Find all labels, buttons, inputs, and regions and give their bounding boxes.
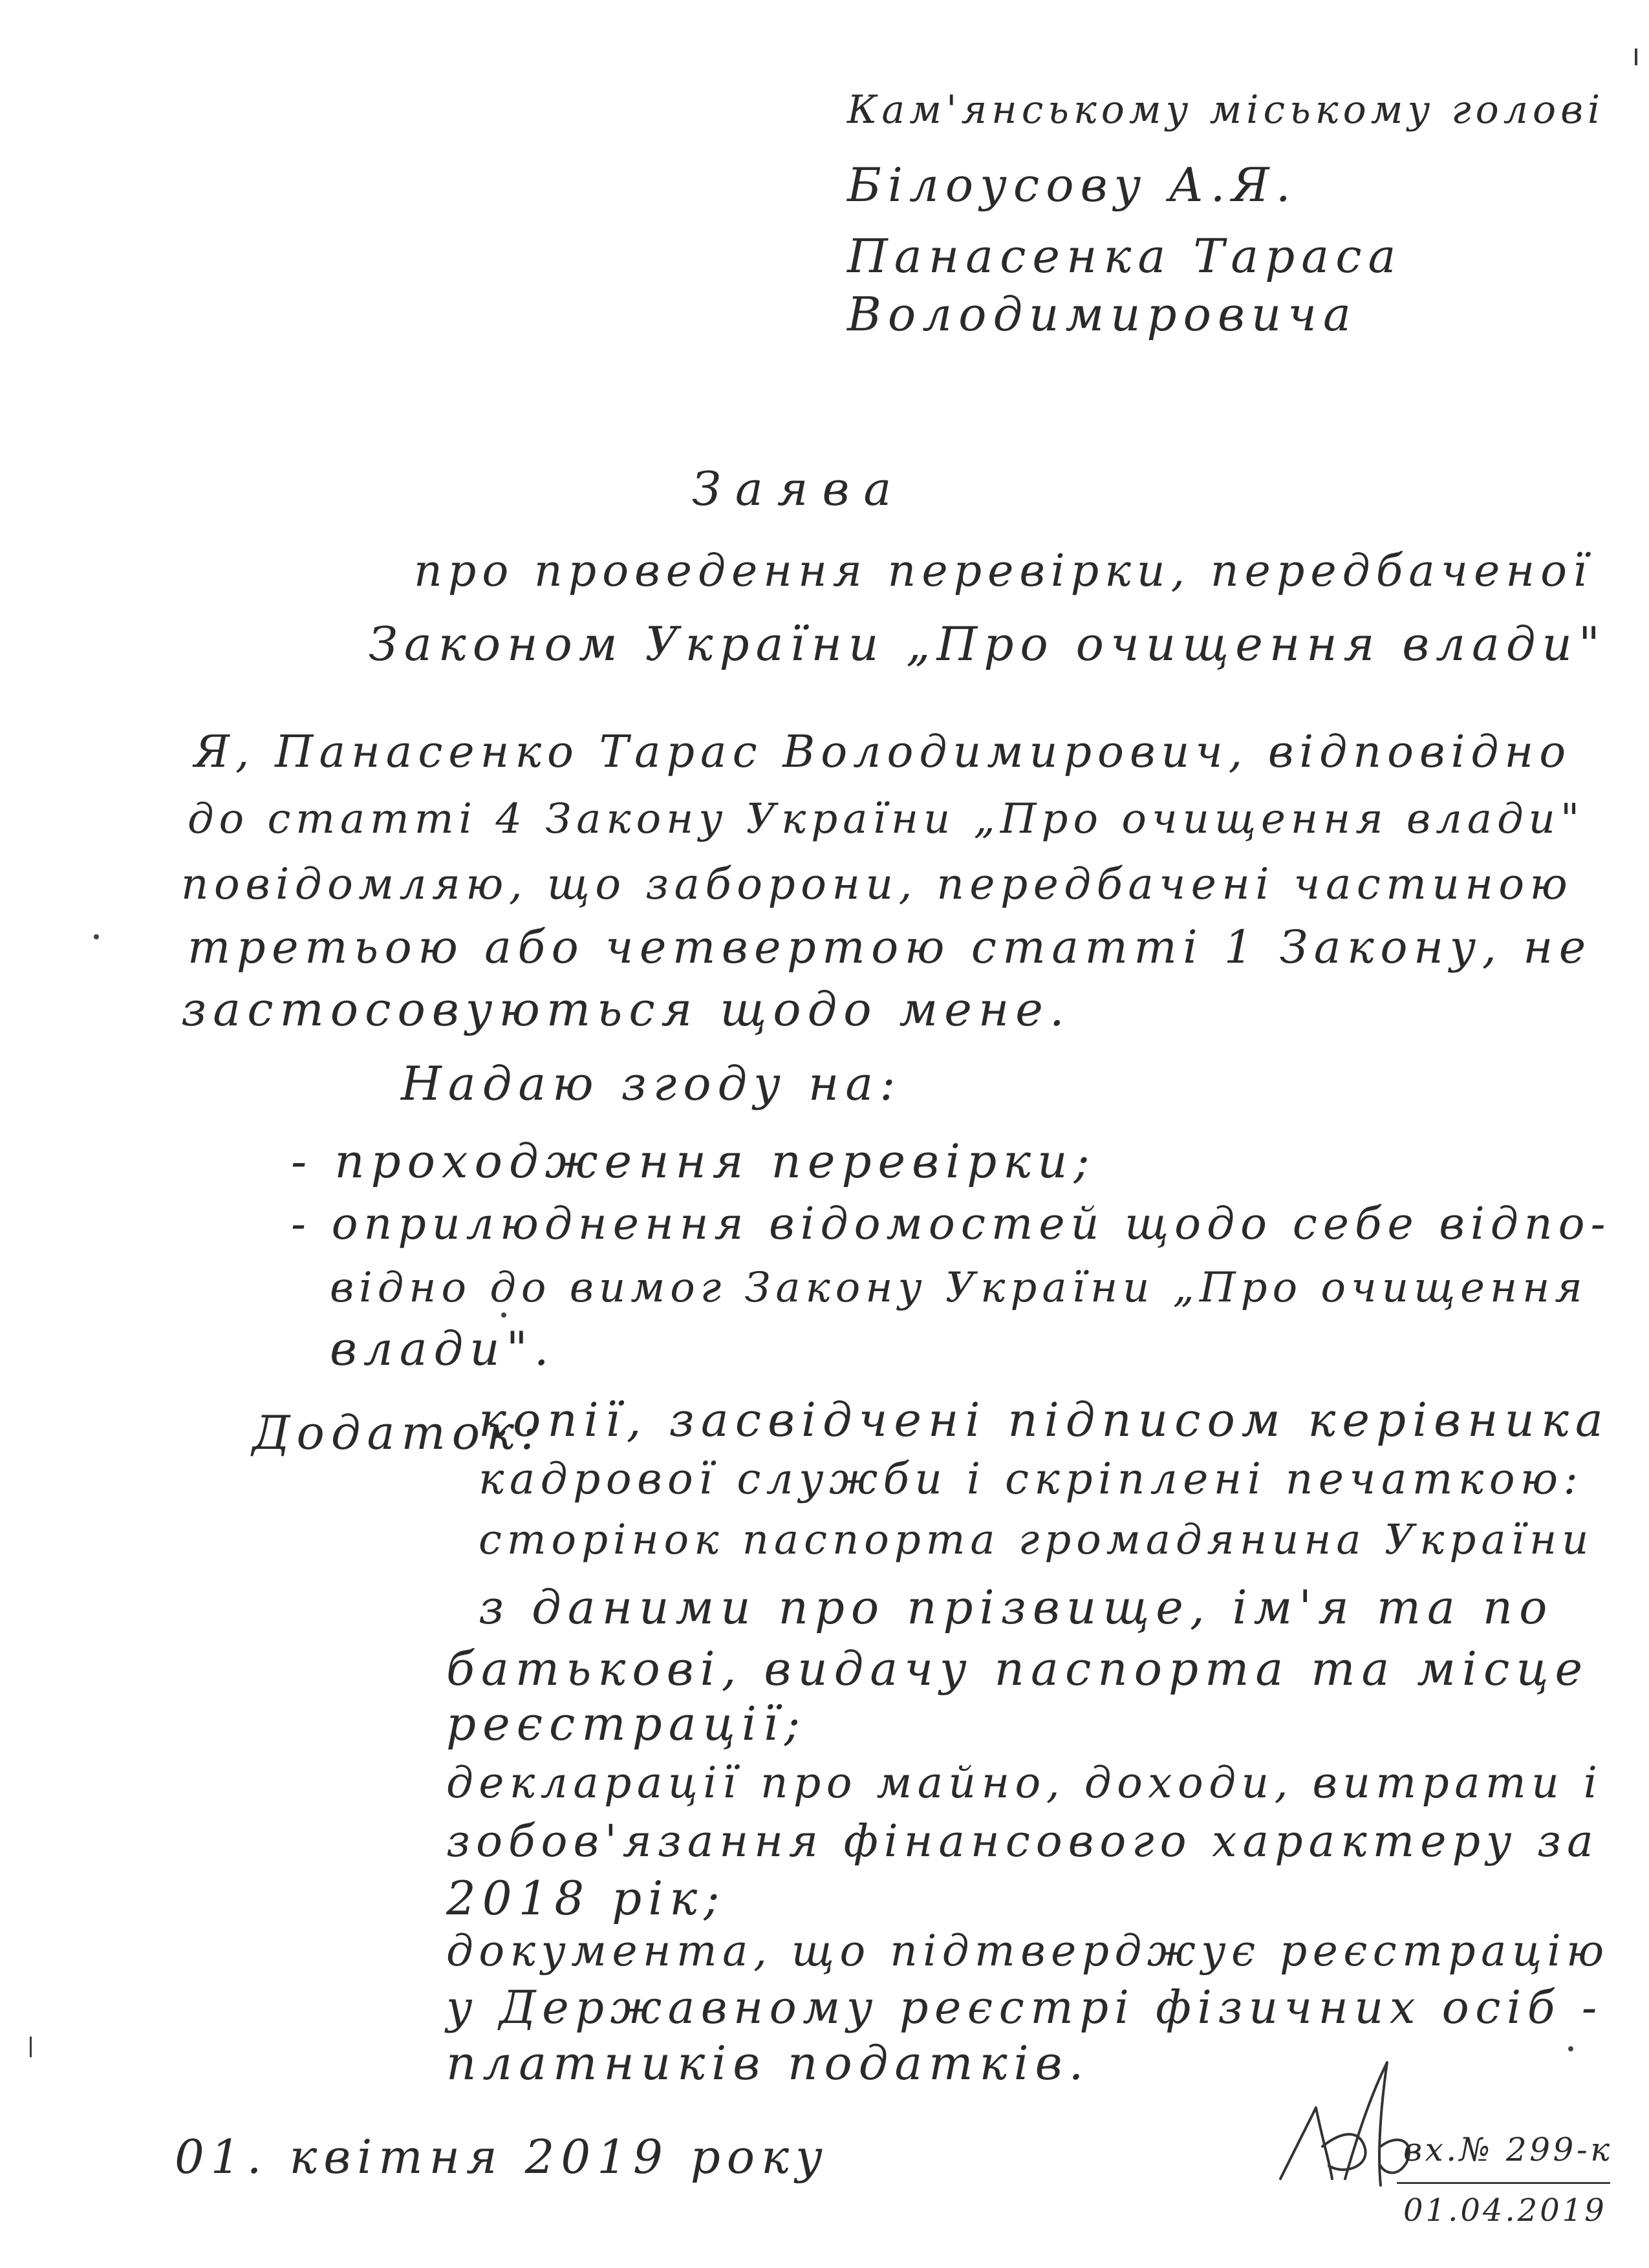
- consent-item: влади".: [330, 1321, 555, 1376]
- attachment-label: Додаток:: [252, 1406, 543, 1460]
- attachment-line: зобов'язання фінансового характеру за: [446, 1816, 1599, 1867]
- attachment-line: у Державному реєстрі фізичних осіб -: [446, 1981, 1603, 2034]
- statement-line: третьою або четвертою статті 1 Закону, не: [188, 921, 1592, 974]
- scan-dust-dot: [501, 1312, 506, 1318]
- attachment-line: документа, що підтверджує реєстрацію: [446, 1926, 1610, 1976]
- scan-dust-dot: [94, 934, 99, 939]
- statement-line: до статті 4 Закону України „Про очищення влади": [188, 795, 1585, 843]
- attachment-line: сторінок паспорта громадянина України: [479, 1516, 1594, 1564]
- consent-item: відно до вимог Закону України „Про очищення: [330, 1264, 1588, 1312]
- consent-item: - проходження перевірки;: [291, 1134, 1096, 1188]
- consent-item: - оприлюднення відомостей щодо себе відпо-: [291, 1199, 1611, 1250]
- addressee-line-3: Панасенка Тараса: [847, 229, 1403, 283]
- handwritten-signature: [1267, 2056, 1423, 2192]
- attachment-line: платників податків.: [446, 2036, 1090, 2090]
- scan-edge-mark: [30, 2037, 32, 2057]
- application-date: 01. квітня 2019 року: [175, 2130, 829, 2184]
- attachment-line: копії, засвідчені підписом керівника: [479, 1393, 1610, 1447]
- statement-line: Я, Панасенко Тарас Володимирович, відповідно: [194, 727, 1572, 778]
- statement-line: застосовуються щодо мене.: [181, 982, 1071, 1036]
- addressee-line-4: Володимировича: [847, 287, 1357, 341]
- attachment-line: реєстрації;: [446, 1696, 807, 1751]
- scan-edge-mark: [1635, 48, 1637, 65]
- document-title: Заява: [692, 462, 906, 516]
- registration-number: вх.№ 299-к: [1403, 2131, 1613, 2168]
- consent-intro: Надаю згоду на:: [401, 1056, 902, 1111]
- addressee-line-1: Кам'янському міському голові: [847, 87, 1605, 133]
- attachment-line: з даними про прізвище, ім'я та по: [479, 1580, 1554, 1634]
- attachment-line: батькові, видачу паспорта та місце: [446, 1642, 1590, 1696]
- document-subtitle-line-2: Законом України „Про очищення влади": [369, 617, 1607, 671]
- attachment-line: 2018 рік;: [446, 1871, 726, 1925]
- statement-line: повідомляю, що заборони, передбачені частиною: [181, 859, 1573, 909]
- attachment-line: кадрової служби і скріплені печаткою:: [479, 1454, 1584, 1504]
- registration-date: 01.04.2019: [1403, 2192, 1607, 2229]
- scan-dust-dot: [1568, 2046, 1573, 2051]
- attachment-line: декларації про майно, доходи, витрати і: [446, 1758, 1603, 1808]
- document-subtitle-line-1: про проведення перевірки, передбаченої: [414, 546, 1593, 597]
- addressee-line-2: Білоусову А.Я.: [847, 158, 1297, 212]
- registration-underline: [1397, 2182, 1610, 2184]
